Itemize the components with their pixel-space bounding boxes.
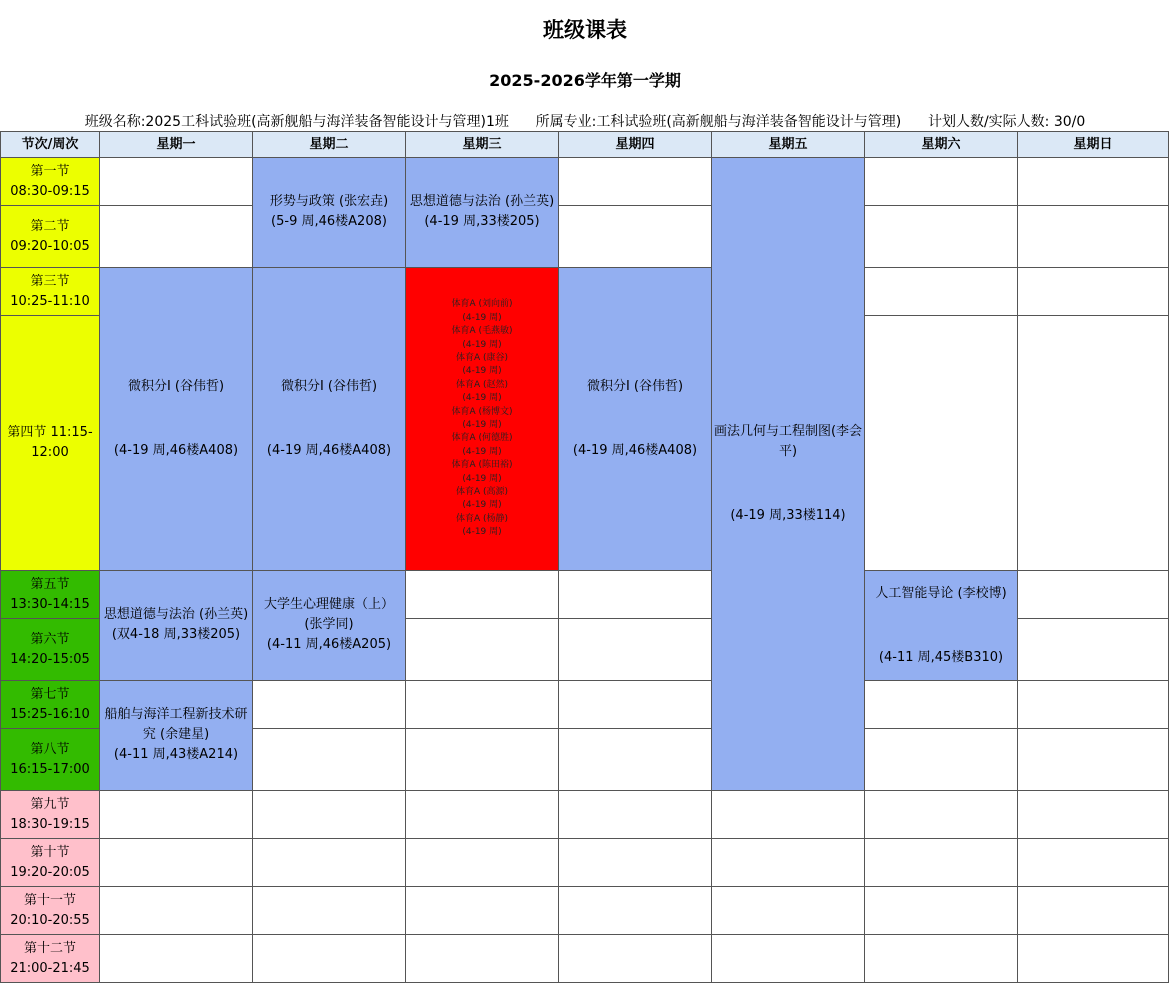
- pe-course-list: 体育A (刘向前) (4-19 周) 体育A (毛燕敏) (4-19 周) 体育A (康谷) (4-19 周) 体育A (赵然) (4-19 周) 体育A (杨博文) (4-19 周) 体育A (何德胜) (4-19 周) 体育A (陈田裕) (4-19 周) 体育A (高源) (4-19 周) 体育A (杨静) (4-19 周): [451, 299, 513, 538]
- cell-empty[interactable]: [559, 681, 712, 729]
- slot-10: 第十节 19:20-20:05: [1, 839, 100, 887]
- cell-empty[interactable]: [253, 935, 406, 983]
- course-name: 人工智能导论 (李校博): [875, 585, 1007, 601]
- cell-empty[interactable]: [100, 791, 253, 839]
- cell-empty[interactable]: [406, 887, 559, 935]
- row-slot-3: [1, 268, 1169, 316]
- cell-empty[interactable]: [406, 619, 559, 681]
- course-name: 画法几何与工程制图(李会平): [713, 424, 863, 459]
- cell-empty[interactable]: [865, 316, 1018, 571]
- row-slot-5: [1, 571, 1169, 619]
- course-cell[interactable]: [253, 158, 406, 268]
- slot-5: 第五节 13:30-14:15: [1, 571, 100, 619]
- slot-8: 第八节 16:15-17:00: [1, 729, 100, 791]
- cell-empty[interactable]: [559, 619, 712, 681]
- course-cell[interactable]: [406, 158, 559, 268]
- course-detail: (4-19 周,33楼205): [424, 214, 540, 229]
- cell-empty[interactable]: [712, 839, 865, 887]
- slot-7: 第七节 15:25-16:10: [1, 681, 100, 729]
- course-detail: (4-19 周,46楼A408): [572, 443, 698, 458]
- cell-empty[interactable]: [559, 839, 712, 887]
- course-name: 大学生心理健康（上）(张学同): [263, 597, 394, 632]
- slot-1: 第一节 08:30-09:15: [1, 158, 100, 206]
- cell-empty[interactable]: [559, 887, 712, 935]
- cell-empty[interactable]: [1018, 839, 1169, 887]
- cell-empty[interactable]: [559, 571, 712, 619]
- course-cell[interactable]: [559, 268, 712, 571]
- cell-empty[interactable]: [1018, 729, 1169, 791]
- class-info: [0, 111, 1170, 131]
- cell-empty[interactable]: [253, 729, 406, 791]
- class-name: 班级名称:2025工科试验班(高新舰船与海洋装备智能设计与管理)1班: [84, 114, 509, 130]
- cell-empty[interactable]: [406, 935, 559, 983]
- cell-empty[interactable]: [1018, 268, 1169, 316]
- course-name: 微积分I (谷伟哲): [280, 379, 378, 394]
- header-saturday: 星期六: [865, 132, 1018, 158]
- course-cell[interactable]: [100, 681, 253, 791]
- cell-empty[interactable]: [1018, 887, 1169, 935]
- row-slot-1: [1, 158, 1169, 206]
- cell-empty[interactable]: [559, 935, 712, 983]
- cell-empty[interactable]: [865, 681, 1018, 729]
- cell-empty[interactable]: [406, 571, 559, 619]
- course-name: 思想道德与法治 (孙兰英): [103, 607, 249, 622]
- course-detail: (4-19 周,46楼A408): [113, 443, 239, 458]
- cell-empty[interactable]: [100, 206, 253, 268]
- row-slot-9: [1, 791, 1169, 839]
- cell-empty[interactable]: [712, 935, 865, 983]
- cell-empty[interactable]: [1018, 619, 1169, 681]
- slot-11: 第十一节 20:10-20:55: [1, 887, 100, 935]
- cell-empty[interactable]: [865, 158, 1018, 206]
- cell-empty[interactable]: [1018, 206, 1169, 268]
- cell-empty[interactable]: [1018, 791, 1169, 839]
- page-title: 班级课表: [543, 18, 627, 42]
- slot-9: 第九节 18:30-19:15: [1, 791, 100, 839]
- cell-empty[interactable]: [865, 729, 1018, 791]
- course-cell[interactable]: [100, 571, 253, 681]
- row-slot-2: [1, 206, 1169, 268]
- header-friday: 星期五: [712, 132, 865, 158]
- course-cell[interactable]: [712, 158, 865, 791]
- row-slot-11: [1, 887, 1169, 935]
- cell-empty[interactable]: [253, 681, 406, 729]
- header-slot: 节次/周次: [1, 132, 100, 158]
- cell-empty[interactable]: [559, 729, 712, 791]
- cell-empty[interactable]: [406, 729, 559, 791]
- cell-empty[interactable]: [1018, 316, 1169, 571]
- course-name: 思想道德与法治 (孙兰英): [409, 194, 555, 209]
- cell-empty[interactable]: [865, 268, 1018, 316]
- slot-4: 第四节 11:15- 12:00: [1, 316, 100, 571]
- course-detail: (4-11 周,46楼A205): [266, 637, 392, 652]
- cell-empty[interactable]: [406, 839, 559, 887]
- header-sunday: 星期日: [1018, 132, 1169, 158]
- course-name: 微积分I (谷伟哲): [586, 379, 684, 394]
- cell-empty[interactable]: [100, 935, 253, 983]
- cell-empty[interactable]: [712, 887, 865, 935]
- header-tuesday: 星期二: [253, 132, 406, 158]
- timetable: [0, 131, 1169, 983]
- header-monday: 星期一: [100, 132, 253, 158]
- course-detail: (4-19 周,33楼114): [730, 508, 846, 523]
- header-wednesday: 星期三: [406, 132, 559, 158]
- cell-empty[interactable]: [712, 791, 865, 839]
- cell-empty[interactable]: [1018, 935, 1169, 983]
- course-detail: (4-11 周,43楼A214): [113, 747, 239, 762]
- cell-empty[interactable]: [100, 158, 253, 206]
- cell-empty[interactable]: [100, 839, 253, 887]
- semester-title: 2025-2026学年第一学期: [489, 71, 681, 90]
- cell-empty[interactable]: [406, 791, 559, 839]
- course-cell[interactable]: [253, 571, 406, 681]
- course-detail: (4-19 周,46楼A408): [266, 443, 392, 458]
- pe-course-cell[interactable]: [406, 268, 559, 571]
- slot-3: 第三节 10:25-11:10: [1, 268, 100, 316]
- slot-2: 第二节 09:20-10:05: [1, 206, 100, 268]
- row-slot-12: [1, 935, 1169, 983]
- course-name: 微积分I (谷伟哲): [127, 379, 225, 394]
- course-detail: (5-9 周,46楼A208): [271, 214, 387, 229]
- header-thursday: 星期四: [559, 132, 712, 158]
- cell-empty[interactable]: [559, 158, 712, 206]
- cell-empty[interactable]: [406, 681, 559, 729]
- course-detail: (双4-18 周,33楼205): [111, 627, 241, 642]
- major: 所属专业:工科试验班(高新舰船与海洋装备智能设计与管理): [535, 114, 902, 130]
- course-cell[interactable]: [100, 268, 253, 571]
- cell-empty[interactable]: [865, 887, 1018, 935]
- slot-6: 第六节 14:20-15:05: [1, 619, 100, 681]
- course-cell[interactable]: [865, 571, 1018, 681]
- cell-empty[interactable]: [865, 206, 1018, 268]
- cell-empty[interactable]: [559, 791, 712, 839]
- cell-empty[interactable]: [865, 935, 1018, 983]
- header-row: [1, 132, 1169, 158]
- cell-empty[interactable]: [865, 791, 1018, 839]
- row-slot-10: [1, 839, 1169, 887]
- course-name: 船舶与海洋工程新技术研究 (余建星): [104, 707, 248, 742]
- cell-empty[interactable]: [1018, 571, 1169, 619]
- course-name: 形势与政策 (张宏垚): [269, 194, 389, 209]
- cell-empty[interactable]: [100, 887, 253, 935]
- cell-empty[interactable]: [253, 887, 406, 935]
- slot-12: 第十二节 21:00-21:45: [1, 935, 100, 983]
- course-cell[interactable]: [253, 268, 406, 571]
- cell-empty[interactable]: [1018, 158, 1169, 206]
- student-count: 计划人数/实际人数: 30/0: [927, 114, 1086, 130]
- course-detail: (4-11 周,45楼B310): [878, 649, 1004, 665]
- cell-empty[interactable]: [865, 839, 1018, 887]
- cell-empty[interactable]: [559, 206, 712, 268]
- cell-empty[interactable]: [253, 839, 406, 887]
- cell-empty[interactable]: [1018, 681, 1169, 729]
- row-slot-7: [1, 681, 1169, 729]
- cell-empty[interactable]: [253, 791, 406, 839]
